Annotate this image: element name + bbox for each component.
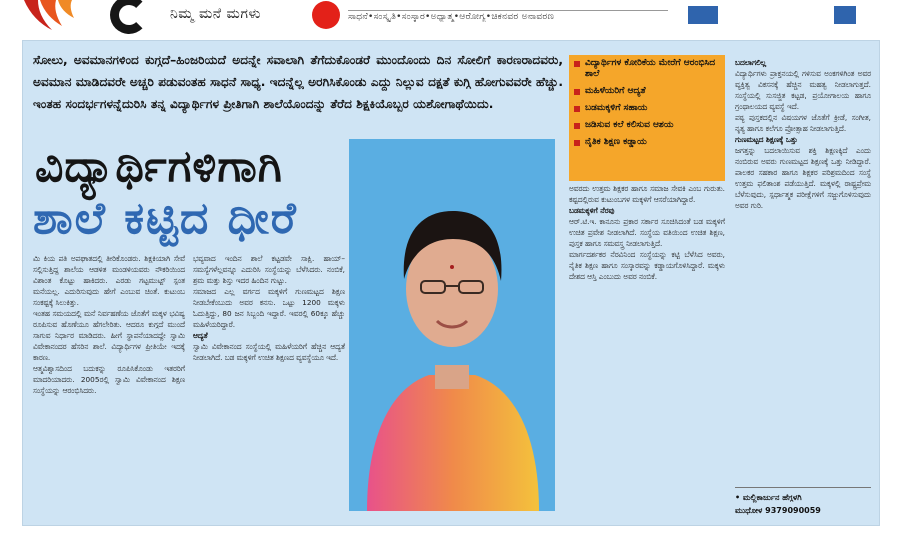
red-dot-icon	[312, 1, 340, 29]
column-subhead: ಗುಣಮಟ್ಟದ ಶಿಕ್ಷಣಕ್ಕೆ ಒತ್ತು	[735, 135, 798, 144]
column-subhead: ಆದ್ಯತೆ	[193, 331, 208, 340]
byline-contact: ಮುಧೋಳ 9379090059	[735, 506, 821, 515]
body-paragraph: ಇಂತಹ ಸಮಯದಲ್ಲಿ ಮನೆ ನಿರ್ವಹಣೆಯ ಜೊತೆಗೆ ಮಕ್ಕಳ ಭವಿಷ್ಯ ರೂಪಿಸುವ ಹೊಣೆಯೂ ಹೆಗಲೇರಿತು. ಆದರೂ ಕುಗ್ಗದೆ ಮುಂದೆ ಸಾಗುವ ನಿರ್ಧಾರ ಮಾಡಿದರು. ಹೀಗೆ ಸ್ಥಾಪನೆಯಾದದ್ದೇ ಸ್ವಾಮಿ ವಿವೇಕಾನಂದರ ಹೆಸರಿನ ಶಾಲೆ. ವಿದ್ಯಾರ್ಥಿಗಳ ಪ್ರೀತಿಯೇ ಇದಕ್ಕೆ ಕಾರಣ.	[33, 309, 185, 362]
masthead	[0, 0, 900, 36]
headline-line-2: ಶಾಲೆ ಕಟ್ಟಿದ ಧೀರೆ	[33, 193, 298, 244]
body-column-2	[193, 253, 345, 363]
body-paragraph: ಸ್ವಾಮಿ ವಿವೇಕಾನಂದ ಸಂಸ್ಥೆಯಲ್ಲಿ ಮಹಿಳೆಯರಿಗೆ ಹೆಚ್ಚಿನ ಆದ್ಯತೆ ನೀಡಲಾಗಿದೆ. ಬಡ ಮಕ್ಕಳಿಗೆ ಉಚಿತ ಶಿಕ್ಷಣದ ವ್ಯವಸ್ಥೆಯೂ ಇದೆ.	[193, 342, 345, 362]
article-intro: ಸೋಲು, ಅವಮಾನಗಳಿಂದ ಕುಗ್ಗದೆ–ಹಿಂಜರಿಯದೆ ಅದನ್ನೇ ಸವಾಲಾಗಿ ತೆಗೆದುಕೊಂಡರೆ ಮುಂದೊಂದು ದಿನ ಸೋಲಿಗೆ ಕಾರಣರಾದವರು, ಅವಮಾನ ಮಾಡಿದವರೇ ಅಚ್ಚರಿ ಪಡುವಂತಹ ಸಾಧನೆ ಸಾಧ್ಯ. ಇದನ್ನೆಲ್ಲ ಅರಗಿಸಿಕೊಂಡು ಎದ್ದು ನಿಲ್ಲುವ ದಕ್ಷತೆ ಕುಗ್ಗಿ ಹೋಗುವವರೇ ಹೆಚ್ಚು. ಇಂತಹ ಸಂದರ್ಭಗಳನ್ನೆದುರಿಸಿ ತನ್ನ ವಿದ್ಯಾರ್ಥಿಗಳ ಪ್ರೀತಿಗಾಗಿ ಶಾಲೆಯೊಂದನ್ನು ತೆರೆದ ಶಿಕ್ಷಕಿಯೊಬ್ಬರ ಯಶೋಗಾಥೆಯಿದು.	[33, 53, 563, 111]
section-line: ಸಾಧನೆ•ಸಂಸ್ಕೃತಿ•ಸಂಸ್ಕಾರ•ಅಧ್ಯಾತ್ಮ•ಆರೋಗ್ಯ•ಚಿಕನವರ ಅನಾವರಣ	[348, 10, 668, 22]
square-bullet-icon	[574, 140, 580, 146]
body-paragraph: ಅವರದು ಉತ್ತಮ ಶಿಕ್ಷಕರ ಹಾಗೂ ಸಮಾಜ ಸೇವಕಿ ಎಂಬ ಗುರುತು. ಕಷ್ಟದಲ್ಲಿರುವ ಕುಟುಂಬಗಳ ಮಕ್ಕಳಿಗೆ ಆಸರೆಯಾಗಿದ್ದಾರೆ.	[569, 184, 725, 204]
article-page	[22, 40, 880, 526]
blue-bar-decoration	[834, 6, 856, 24]
masthead-tagline: ನಿಮ್ಮ ಮನೆ ಮಗಳು	[170, 6, 262, 22]
body-paragraph: ಸಮಾಜದ ಎಲ್ಲ ವರ್ಗದ ಮಕ್ಕಳಿಗೆ ಗುಣಮಟ್ಟದ ಶಿಕ್ಷಣ ನೀಡಬೇಕೆಂಬುದು ಅವರ ಕನಸು. ಒಟ್ಟು 1200 ಮಕ್ಕಳು ಓದುತ್ತಿದ್ದು, 80 ಜನ ಸಿಬ್ಬಂದಿ ಇದ್ದಾರೆ. ಇವರಲ್ಲಿ 60ಕ್ಕೂ ಹೆಚ್ಚು ಮಹಿಳೆಯರಿದ್ದಾರೆ.	[193, 287, 345, 329]
highlights-box	[569, 55, 725, 181]
square-bullet-icon	[574, 106, 580, 112]
body-paragraph: ಜಗತ್ತನ್ನು ಬದಲಾಯಿಸುವ ಶಕ್ತಿ ಶಿಕ್ಷಣಕ್ಕಿದೆ ಎಂದು ನಂಬಿರುವ ಅವರು ಗುಣಮಟ್ಟದ ಶಿಕ್ಷಣಕ್ಕೆ ಒತ್ತು ನೀಡಿದ್ದಾರೆ. ಪಾಲಕರ ಸಹಕಾರ ಹಾಗೂ ಶಿಕ್ಷಕರ ಪರಿಶ್ರಮದಿಂದ ಸಂಸ್ಥೆ ಉತ್ತಮ ಫಲಿತಾಂಶ ಪಡೆಯುತ್ತಿದೆ. ಮಕ್ಕಳಲ್ಲಿ ರಾಷ್ಟ್ರಪ್ರೇಮ ಬೆಳೆಸುವುದು, ಸ್ಪರ್ಧಾತ್ಮಕ ಪರೀಕ್ಷೆಗಳಿಗೆ ಸಜ್ಜುಗೊಳಿಸುವುದು ಅವರ ಗುರಿ.	[735, 146, 871, 210]
highlight-item: ಮಹಿಳೆಯರಿಗೆ ಆದ್ಯತೆ	[574, 86, 720, 97]
body-column-4	[735, 57, 871, 211]
square-bullet-icon	[574, 123, 580, 129]
column-subhead: ಬದಲಾಗಲಿಲ್ಲ	[735, 58, 767, 67]
body-paragraph: ಆರ್.ಟಿ.ಇ. ಕಾನೂನು ಪ್ರಕಾರ ಸರ್ಕಾರ ಸೂಚಿಸಿದಂತೆ ಬಡ ಮಕ್ಕಳಿಗೆ ಉಚಿತ ಪ್ರವೇಶ ನೀಡಲಾಗಿದೆ. ಸಂಸ್ಥೆಯ ವತಿಯಿಂದ ಉಚಿತ ಶಿಕ್ಷಣ, ಪುಸ್ತಕ ಹಾಗೂ ಸಮವಸ್ತ್ರ ನೀಡಲಾಗುತ್ತಿದೆ.	[569, 217, 725, 248]
column-subhead: ಬಡಮಕ್ಕಳಿಗೆ ನೆರವು	[569, 206, 615, 215]
flame-logo-icon	[22, 0, 78, 34]
portrait-photo	[349, 139, 555, 511]
body-paragraph: ಪಠ್ಯ ಪುಸ್ತಕದಲ್ಲಿನ ವಿಷಯಗಳ ಜೊತೆಗೆ ಕ್ರೀಡೆ, ಸಂಗೀತ, ನೃತ್ಯ ಹಾಗೂ ಕಲೆಗೂ ಪ್ರೋತ್ಸಾಹ ನೀಡಲಾಗುತ್ತಿದೆ.	[735, 113, 871, 133]
square-bullet-icon	[574, 89, 580, 95]
byline	[735, 487, 871, 517]
highlight-item: ವಿದ್ಯಾರ್ಥಿಗಳ ಕೋರಿಕೆಯ ಮೇರೆಗೆ ಆರಂಭಿಸಿದ ಶಾಲೆ	[574, 58, 720, 80]
body-paragraph: ವಿದ್ಯಾರ್ಥಿಗಳು ಪ್ರಾಕ್ತನಯಲ್ಲಿ ಗಳಿಸುವ ಅಂಕಗಳಿಗಿಂತ ಅವರ ವ್ಯಕ್ತಿತ್ವ ವಿಕಸನಕ್ಕೆ ಹೆಚ್ಚಿನ ಮಹತ್ವ ನೀಡಲಾಗುತ್ತದೆ. ಸಂಸ್ಥೆಯಲ್ಲಿ ಸುಸಜ್ಜಿತ ಕಟ್ಟಡ, ಪ್ರಯೋಗಾಲಯ ಹಾಗೂ ಗ್ರಂಥಾಲಯದ ವ್ಯವಸ್ಥೆ ಇದೆ.	[735, 69, 871, 111]
highlight-item: ಜಡಿಸುವ ಕಲೆ ಕಲಿಸುವ ಆಶಯ	[574, 120, 720, 131]
highlight-item: ನೈತಿಕ ಶಿಕ್ಷಣ ಕಡ್ಡಾಯ	[574, 137, 720, 148]
body-paragraph: ಮಿ ಕಿಯ ಪತಿ ಅಪಘಾತದಲ್ಲಿ ತೀರಿಕೊಂಡರು. ಶಿಕ್ಷಕಿಯಾಗಿ ಸೇವೆ ಸಲ್ಲಿಸುತ್ತಿದ್ದ ಶಾಲೆಯ ಆಡಳಿತ ಮಂಡಳಿಯವರು ನೌಕರಿಯಿಂದ ವಿಶಾಂತ ಕೊಟ್ಟು ಹಾಕಿದರು. ಎರಡು ಗಟ್ಟಮುಟ್ಟ್ ಸ್ಪಂತ ಮನೆಯಲ್ಲ. ಎದುರಿಸುವುದು ಹೇಗೆ ಎಂಬುವ ಚಿಂತೆ. ಕುಟುಂಬ ಸಂಕಷ್ಟಕ್ಕೆ ಸಿಲುಕಿತ್ತು.	[33, 254, 185, 307]
body-paragraph: ಭವ್ಯವಾದ ಇಂದಿನ ಶಾಲೆ ಕಟ್ಟಡವೇ ಸಾಕ್ಷಿ. ಹಾಯ್–ಸಮಸ್ಯೆಗಳೆಲ್ಲವನ್ನೂ ಎದುರಿಸಿ ಸಂಸ್ಥೆಯನ್ನು ಬೆಳೆಸಿದರು. ನಂಬಿಕೆ, ಶ್ರಮ ಮತ್ತು ಶಿಸ್ತು ಇದರ ಹಿಂದಿನ ಗುಟ್ಟು.	[193, 254, 345, 285]
byline-name: • ಮಲ್ಲಿಕಾರ್ಜುನ ಹೆಗ್ಗಳಗಿ	[735, 493, 802, 502]
c-logo-icon	[110, 0, 148, 34]
highlight-item: ಬಡಮಕ್ಕಳಿಗೆ ಸಹಾಯ	[574, 103, 720, 114]
body-paragraph: ಆತ್ಮವಿಶ್ವಾಸದಿಂದ ಬದುಕನ್ನು ರೂಪಿಸಿಕೊಂಡು ಇತರರಿಗೆ ಮಾದರಿಯಾದರು. 2005ರಲ್ಲಿ ಸ್ವಾಮಿ ವಿವೇಕಾನಂದ ಶಿಕ್ಷಣ ಸಂಸ್ಥೆಯನ್ನು ಆರಂಭಿಸಿದರು.	[33, 364, 185, 395]
body-column-1	[33, 253, 185, 396]
body-paragraph: ಮಾರ್ಗದರ್ಶಕರ ನೆರವಿನಿಂದ ಸಂಸ್ಥೆಯನ್ನು ಕಟ್ಟಿ ಬೆಳೆಸಿದ ಅವರು, ನೈತಿಕ ಶಿಕ್ಷಣ ಹಾಗೂ ಸಂಸ್ಕಾರವನ್ನು ಕಡ್ಡಾಯಗೊಳಿಸಿದ್ದಾರೆ. ಮಕ್ಕಳು ದೇಶದ ಆಸ್ತಿ ಎಂಬುದು ಅವರ ನಂಬಿಕೆ.	[569, 250, 725, 281]
body-column-3	[569, 183, 725, 282]
blue-bar-decoration	[688, 6, 718, 24]
headline-line-1: ವಿದ್ಯಾರ್ಥಿಗಳಿಗಾಗಿ	[35, 141, 283, 192]
square-bullet-icon	[574, 61, 580, 67]
